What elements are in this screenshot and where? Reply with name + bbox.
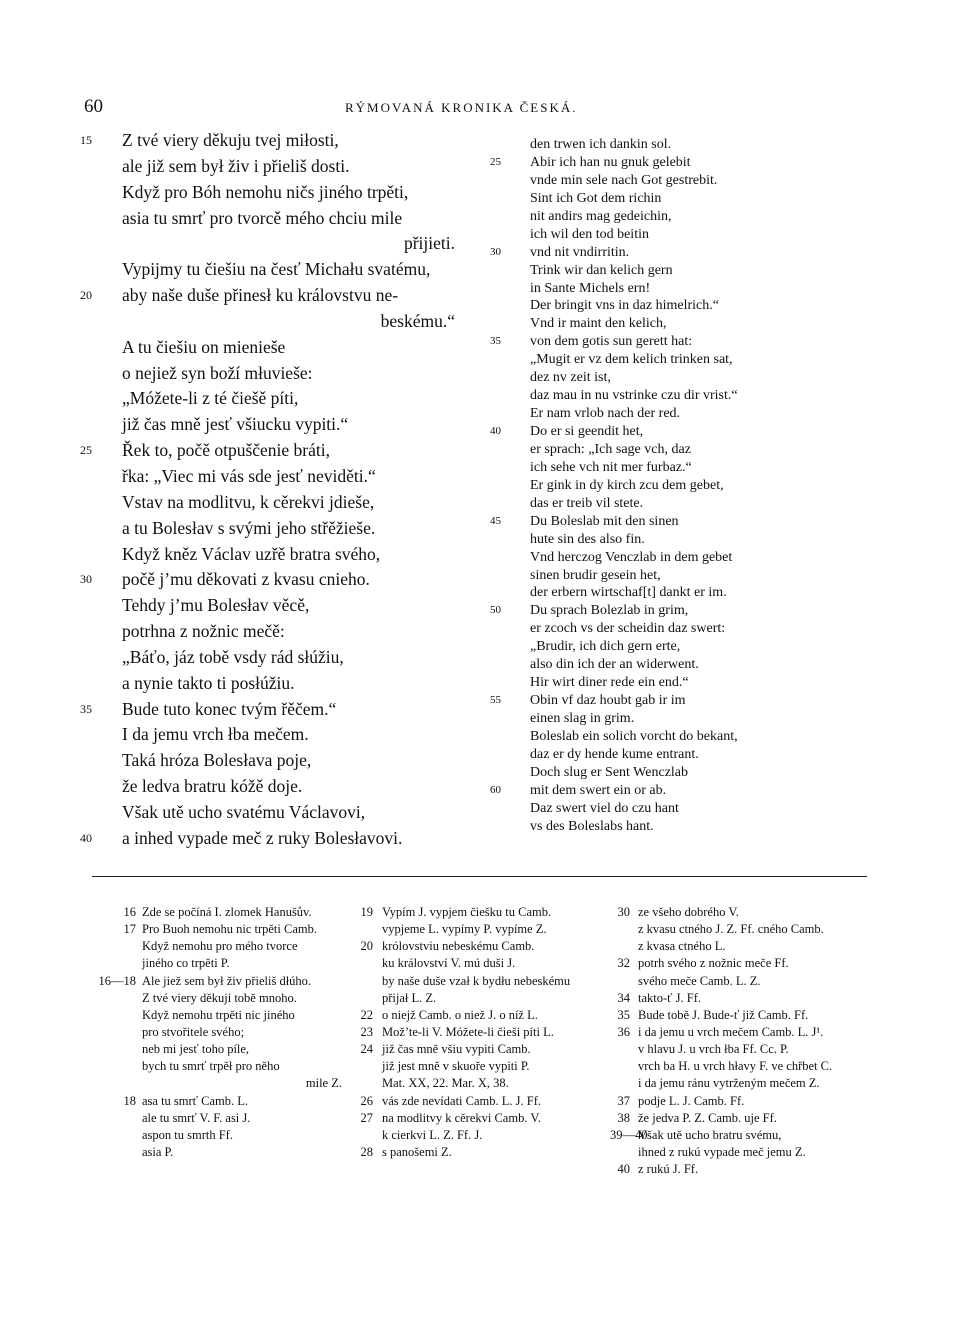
verse-line <box>490 746 825 764</box>
verse-line <box>80 464 475 490</box>
line-text: aby naše duše přinesł ku královstvu ne- <box>122 285 399 306</box>
line-text: Vnd ir maint den kelich, <box>530 316 667 332</box>
verse-line <box>490 172 825 190</box>
line-number: 30 <box>490 245 501 258</box>
line-text: Zde se počíná I. zlomek Hanušův. <box>142 905 312 919</box>
line-text: ale již sem był živ i přieliš dosti. <box>122 155 350 176</box>
line-number: 24 <box>360 1042 373 1057</box>
line-number: 16 <box>123 905 136 919</box>
line-text: daz mau in nu vstrinke czu dir vrist.“ <box>530 388 738 404</box>
line-text: počě j’mu děkovati z kvasu cnieho. <box>122 569 370 590</box>
line-text: v hlavu J. u vrch łba Ff. Cc. P. <box>638 1042 789 1057</box>
line-text: svého meče Camb. L. Z. <box>638 973 761 988</box>
verse-line <box>80 671 475 697</box>
line-text: přijieti. <box>403 233 455 254</box>
line-number: 23 <box>360 1024 373 1039</box>
line-text: Z tvé viery děkuju tvej miłosti, <box>122 130 339 150</box>
footnote-line <box>610 990 880 1007</box>
verse-line <box>490 764 825 782</box>
line-number: 20 <box>360 939 373 954</box>
footnote-line <box>610 1075 880 1092</box>
line-text: „Báťo, jáz tobě vsdy rád słúžiu, <box>122 646 344 667</box>
line-text: er sprach: „Ich sage vch, daz <box>530 441 691 457</box>
line-text: nit andirs mag gedeichin, <box>530 208 672 224</box>
line-number: 27 <box>360 1110 373 1125</box>
verse-line <box>490 226 825 244</box>
footnote-line <box>356 1041 616 1058</box>
footnote-line <box>356 990 616 1007</box>
footnote-line <box>356 1024 616 1041</box>
line-number: 19 <box>360 905 373 919</box>
verse-line <box>80 257 475 283</box>
line-text: pro stvořitele svého; <box>142 1024 245 1039</box>
verse-line <box>80 826 475 852</box>
line-text: vrch ba H. u vrch hłavy F. ve chřbet C. <box>638 1059 833 1074</box>
verse-line <box>490 477 825 495</box>
running-title: RÝMOVANÁ KRONIKA ČESKÁ. <box>345 100 578 115</box>
verse-line <box>80 800 475 826</box>
line-text: na modlitvy k cěrekvi Camb. V. <box>382 1110 541 1125</box>
line-text: einen slag in grim. <box>530 711 635 726</box>
line-text: již jest mně v skuoře vypiti P. <box>382 1059 530 1074</box>
line-number: 25 <box>490 155 501 168</box>
line-text: A tu čiešiu on mieniеše <box>122 336 286 357</box>
line-text: a tu Bolesłav s svými jeho střěžieše. <box>122 517 376 538</box>
verse-line <box>490 208 825 226</box>
verse-line <box>490 369 825 387</box>
footnote-line <box>356 1127 616 1144</box>
line-number: 35 <box>490 335 501 348</box>
line-text: „Móžete-li z té čiešě píti, <box>122 388 299 409</box>
verse-line <box>490 459 825 477</box>
verse-line <box>80 516 475 542</box>
verse-line <box>490 602 825 620</box>
line-text: Vypím J. vypjem čiešku tu Camb. <box>382 905 552 919</box>
footnote-line <box>88 938 356 955</box>
footnote-line <box>88 973 356 990</box>
footnote-line <box>356 1075 616 1092</box>
verse-line <box>80 438 475 464</box>
verse-line <box>490 297 825 315</box>
line-text: jiného co trpěti P. <box>142 956 230 971</box>
verse-line <box>80 231 475 257</box>
footnotes-column-2 <box>356 904 616 1161</box>
line-number: 38 <box>617 1110 630 1125</box>
line-number: 30 <box>80 572 92 587</box>
verse-line <box>490 638 825 656</box>
footnote-line <box>610 1144 880 1161</box>
line-text: Daz swert viel do czu hant <box>530 800 679 816</box>
verse-line <box>490 656 825 674</box>
line-text: der erbern wirtschaf[t] dankt er im. <box>530 585 727 601</box>
footnote-line <box>610 938 880 955</box>
line-text: potrhna z nožnic mečě: <box>122 621 285 642</box>
footnote-line <box>88 955 356 972</box>
line-number: 15 <box>80 133 92 147</box>
footnote-line <box>610 921 880 938</box>
verse-line <box>490 800 825 818</box>
verse-line <box>80 748 475 774</box>
line-text: o nejiež syn boží młuvieše: <box>122 362 313 383</box>
line-text: Abir ich han nu gnuk gelebit <box>530 154 691 170</box>
line-text: Mož’te-li V. Móžete-li čieši píti L. <box>382 1024 554 1039</box>
footnote-line <box>610 1024 880 1041</box>
line-text: Když nemohu pro mého tvorce <box>142 939 298 954</box>
line-text: Du sprach Bolezlab in grim, <box>530 603 689 619</box>
line-text: asia tu smrť pro tvorcě mého chciu mile <box>122 207 403 228</box>
line-number: 20 <box>80 288 92 303</box>
line-text: sinen brudir gesein het, <box>530 567 661 583</box>
line-text: přijał L. Z. <box>382 990 437 1005</box>
line-text: vás zde nevídati Camb. L. J. Ff. <box>382 1093 541 1108</box>
line-text: Hir wirt diner rede ein end.“ <box>530 675 689 691</box>
line-text: beskému.“ <box>380 310 455 331</box>
line-text: Řek to, počě otpuščenie bráti, <box>122 440 330 461</box>
verse-line <box>490 351 825 369</box>
verse-line <box>490 154 825 172</box>
verse-line <box>490 280 825 298</box>
line-text: Obin vf daz houbt gab ir im <box>530 693 686 709</box>
line-text: již čas mně jesť všiucku vypiti.“ <box>122 414 349 435</box>
verse-line <box>490 567 825 585</box>
line-text: vs des Boleslabs hant. <box>530 818 654 834</box>
verse-line <box>490 262 825 280</box>
verse-line <box>490 674 825 692</box>
line-text: Však utě ucho bratru svému, <box>638 1127 782 1142</box>
line-text: Vnd herczog Venczlab in dem gebet <box>530 549 733 565</box>
line-text: Pro Buoh nemohu nic trpěti Camb. <box>142 922 317 937</box>
footnote-line <box>356 938 616 955</box>
line-text: Bude tobě J. Bude-ť již Camb. Ff. <box>638 1007 809 1022</box>
line-number: 22 <box>360 1007 373 1022</box>
footnote-line <box>88 921 356 938</box>
verse-line <box>490 513 825 531</box>
verse-line <box>80 283 475 309</box>
line-text: že jedva P. Z. Camb. uje Ff. <box>638 1110 777 1125</box>
line-text: i da jemu ránu vytrženým mečem Z. <box>638 1076 820 1091</box>
line-text: bych tu smrť trpěł pro něho <box>142 1059 280 1074</box>
line-text: asa tu smrť Camb. L. <box>142 1093 249 1108</box>
footnote-line <box>356 973 616 990</box>
footnote-line <box>356 1093 616 1110</box>
verse-line <box>80 697 475 723</box>
line-number: 55 <box>490 694 501 707</box>
line-text: vnde min sele nach Got gestrebit. <box>530 172 718 188</box>
line-text: den trwen ich dankin sol. <box>530 137 672 152</box>
line-number: 26 <box>360 1093 373 1108</box>
verse-line <box>80 180 475 206</box>
verse-line <box>490 244 825 262</box>
line-text: Z tvé viery děkuji tobě mnoho. <box>142 990 297 1005</box>
line-text: by naše duše vzał k bydłu nebeskému <box>382 973 571 988</box>
footnote-line <box>610 1127 880 1144</box>
line-number: 34 <box>617 990 630 1005</box>
line-text: „Brudir, ich dich gern erte, <box>530 639 681 655</box>
line-text: z rukú J. Ff. <box>638 1162 699 1177</box>
footnote-line <box>356 955 616 972</box>
verse-line <box>490 782 825 800</box>
verse-line <box>80 774 475 800</box>
line-text: Tehdy j’mu Bolesłav věcě, <box>122 595 310 616</box>
line-text: a inhed vypade meč z ruky Bolesłavovi. <box>122 827 403 848</box>
footnote-line <box>356 904 616 921</box>
verse-line <box>490 333 825 351</box>
footnote-divider <box>92 876 867 877</box>
verse-line <box>80 645 475 671</box>
footnote-line <box>356 1144 616 1161</box>
line-text: s panošemi Z. <box>382 1144 452 1159</box>
line-text: neb mi jesť toho píle, <box>142 1042 250 1057</box>
line-text: ku království V. mú duši J. <box>382 956 516 971</box>
line-number: 30 <box>617 905 630 919</box>
line-text: vnd nit vndirritin. <box>530 244 630 260</box>
verse-line <box>490 495 825 513</box>
verse-line <box>80 722 475 748</box>
page-number: 60 <box>84 96 103 117</box>
verse-line <box>490 549 825 567</box>
verse-line <box>490 136 825 154</box>
line-number: 17 <box>123 922 136 937</box>
verse-line <box>490 620 825 638</box>
line-text: ihned z rukú vypade meč jemu Z. <box>638 1144 806 1159</box>
verse-line <box>80 206 475 232</box>
footnote-line <box>610 973 880 990</box>
line-text: Boleslab ein solich vorcht do bekant, <box>530 728 738 744</box>
verse-line <box>490 190 825 208</box>
verse-line <box>80 490 475 516</box>
line-number: 40 <box>617 1162 630 1177</box>
line-number: 40 <box>80 830 92 845</box>
footnotes-column-3 <box>610 904 880 1178</box>
czech-verse-column <box>80 128 475 852</box>
footnote-line <box>356 1110 616 1127</box>
verse-line <box>490 405 825 423</box>
verse-line <box>80 542 475 568</box>
line-text: das er treib vil stete. <box>530 495 644 511</box>
line-number: 35 <box>80 701 92 716</box>
footnote-line <box>88 1024 356 1041</box>
line-text: a nynie takto ti posłúžiu. <box>122 672 295 693</box>
verse-line <box>80 386 475 412</box>
line-text: Trink wir dan kelich gern <box>530 262 673 278</box>
line-text: z kvasu ctného J. Z. Ff. cného Camb. <box>638 922 824 937</box>
line-number: 50 <box>490 604 501 617</box>
footnote-line <box>88 1144 356 1161</box>
line-text: I da jemu vrch łba mečem. <box>122 724 309 745</box>
footnote-line <box>88 1127 356 1144</box>
verse-line <box>80 154 475 180</box>
line-text: ale tu smrť V. F. asi J. <box>142 1110 251 1125</box>
footnote-line <box>88 1075 356 1092</box>
line-number: 32 <box>617 956 630 971</box>
footnote-line <box>88 1110 356 1127</box>
line-text: Mat. XX, 22. Mar. X, 38. <box>382 1076 509 1091</box>
line-text: Er nam vrlob nach der red. <box>530 406 681 422</box>
line-text: mit dem swert ein or ab. <box>530 782 667 798</box>
line-text: potrh svého z nožnic meče Ff. <box>638 956 789 971</box>
verse-line <box>80 128 475 154</box>
footnote-line <box>610 1007 880 1024</box>
line-text: dez nv zeit ist, <box>530 370 611 386</box>
verse-line <box>490 441 825 459</box>
verse-line <box>490 387 825 405</box>
line-text: i da jemu u vrch mečem Camb. L. J¹. <box>638 1024 824 1039</box>
line-text: Bude tuto konec tvým řěčem.“ <box>122 698 337 719</box>
german-verse-column <box>490 136 825 836</box>
verse-line <box>490 710 825 728</box>
line-text: ich wil den tod beitin <box>530 226 649 242</box>
line-text: Vypijmy tu čiešiu na česť Michału svatému, <box>122 259 431 280</box>
verse-line <box>80 361 475 387</box>
footnote-line <box>610 1041 880 1058</box>
line-text: asia P. <box>142 1144 174 1159</box>
verse-line <box>490 423 825 441</box>
footnote-line <box>356 1007 616 1024</box>
verse-line <box>490 692 825 710</box>
line-number: 40 <box>490 425 501 437</box>
line-text: z kvasa ctného L. <box>638 939 726 954</box>
page-header <box>0 96 960 122</box>
line-number: 16—18 <box>98 973 136 988</box>
verse-line <box>490 584 825 602</box>
line-text: Když pro Bóh nemohu ničs jiného trpěti, <box>122 181 409 202</box>
footnote-line <box>356 921 616 938</box>
line-text: mile Z. <box>305 1076 342 1091</box>
verse-line <box>80 593 475 619</box>
line-text: królovstviu nebeskému Camb. <box>382 939 535 954</box>
verse-line <box>490 818 825 836</box>
line-text: že ledva bratru kóžě doje. <box>122 776 303 797</box>
footnote-line <box>610 1058 880 1075</box>
verse-line <box>80 567 475 593</box>
footnote-line <box>610 1110 880 1127</box>
footnote-line <box>610 955 880 972</box>
line-text: Vstav na modlitvu, k cěrekvi jdieše, <box>122 491 375 512</box>
line-text: takto-ť J. Ff. <box>638 990 701 1005</box>
line-text: řka: „Viec mi vás sde jesť neviděti.“ <box>122 465 376 486</box>
line-text: Der bringit vns in daz himelrich.“ <box>530 298 719 314</box>
verse-line <box>80 619 475 645</box>
line-text: Do er si geendit het, <box>530 424 644 439</box>
footnote-line <box>88 1041 356 1058</box>
line-text: vypjeme L. vypímy P. vypíme Z. <box>382 922 547 937</box>
line-text: již čas mně všiu vypiti Camb. <box>382 1042 531 1057</box>
line-number: 45 <box>490 514 501 527</box>
footnote-line <box>88 1058 356 1075</box>
line-text: ich sehe vch nit mer furbaz.“ <box>530 459 692 475</box>
line-number: 25 <box>80 443 92 458</box>
footnote-line <box>610 1093 880 1110</box>
verse-line <box>490 728 825 746</box>
verse-line <box>80 412 475 438</box>
line-number: 35 <box>617 1007 630 1022</box>
footnote-line <box>356 1058 616 1075</box>
footnote-line <box>88 904 356 921</box>
line-text: k cierkvi L. Z. Ff. J. <box>382 1127 483 1142</box>
line-text: Ale jiež sem był živ přieliš dłúho. <box>142 973 312 988</box>
line-text: podje L. J. Camb. Ff. <box>638 1093 745 1108</box>
footnote-line <box>88 1093 356 1110</box>
line-text: daz er dy hende kume entrant. <box>530 746 699 762</box>
footnote-line <box>88 990 356 1007</box>
line-text: Taká hróza Bolesłava poje, <box>122 750 312 771</box>
line-text: aspon tu smrth Ff. <box>142 1127 233 1142</box>
line-text: Když nemohu trpěti nic jiného <box>142 1007 295 1022</box>
line-text: Sint ich Got dem richin <box>530 190 662 206</box>
footnote-line <box>610 904 880 921</box>
line-text: Však utě ucho svatému Václavovi, <box>122 801 366 822</box>
line-text: er zcoch vs der scheidin daz swert: <box>530 621 726 637</box>
line-text: in Sante Michels ern! <box>530 280 651 296</box>
line-number: 28 <box>360 1144 373 1159</box>
line-text: o niejž Camb. o niež J. o níž L. <box>382 1007 538 1022</box>
line-text: von dem gotis sun gerett hat: <box>530 334 693 350</box>
line-number: 39—40 <box>610 1127 648 1142</box>
line-text: Doch slug er Sent Wenczlab <box>530 764 689 780</box>
footnote-line <box>610 1161 880 1178</box>
verse-line <box>490 315 825 333</box>
line-text: Er gink in dy kirch zcu dem gebet, <box>530 477 724 493</box>
line-text: Když kněz Václav uzřě bratra svého, <box>122 543 381 564</box>
verse-line <box>80 335 475 361</box>
line-number: 36 <box>617 1024 630 1039</box>
line-text: „Mugit er vz dem kelich trinken sat, <box>530 352 733 368</box>
line-number: 60 <box>490 783 501 796</box>
footnote-line <box>88 1007 356 1024</box>
line-text: hute sin des also fin. <box>530 531 645 547</box>
line-text: Du Boleslab mit den sinen <box>530 513 679 529</box>
footnotes-column-1 <box>88 904 356 1161</box>
line-number: 18 <box>123 1093 136 1108</box>
line-number: 37 <box>617 1093 630 1108</box>
verse-line <box>490 531 825 549</box>
verse-line <box>80 309 475 335</box>
line-text: also din ich der an widerwent. <box>530 657 699 673</box>
line-text: ze všeho dobrého V. <box>638 905 739 919</box>
